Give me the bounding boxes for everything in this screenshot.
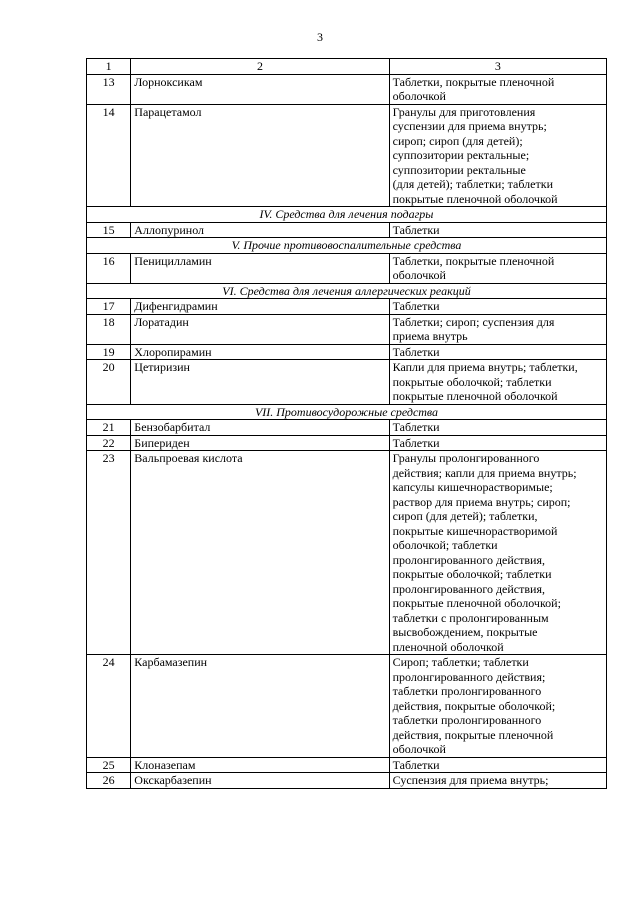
dosage-form-line: таблетки пролонгированного (392, 713, 542, 727)
drug-name: Окскарбазепин (131, 773, 389, 789)
dosage-form (389, 314, 606, 344)
section-title: VII. Противосудорожные средства (87, 404, 607, 420)
drug-name: Пеницилламин (131, 253, 389, 283)
dosage-form-line: действия, покрытые пленочной (392, 727, 554, 742)
page-number: 3 (317, 30, 323, 44)
dosage-form-line: Гранулы пролонгированного (392, 451, 540, 465)
dosage-form (389, 253, 606, 283)
dosage-form (389, 104, 606, 207)
dosage-form-line: Капли для приема внутрь; таблетки, (392, 360, 578, 374)
dosage-form-line: покрытые оболочкой; таблетки (392, 374, 552, 389)
dosage-form-line: оболочкой (392, 268, 446, 282)
row-number: 20 (87, 360, 131, 405)
dosage-form-line: Таблетки, покрытые пленочной (392, 74, 555, 89)
dosage-form-line: суппозитории ректальные; (392, 148, 530, 162)
table-row (87, 420, 607, 436)
row-number: 18 (87, 314, 131, 344)
dosage-form-line: сироп; сироп (для детей); (392, 133, 523, 148)
table-row (87, 655, 607, 758)
dosage-form-line: пленочной оболочкой (392, 639, 504, 654)
row-number: 22 (87, 435, 131, 451)
dosage-form-line: покрытые пленочной оболочкой; (392, 596, 561, 610)
table-row (87, 314, 607, 344)
table-row (87, 773, 607, 789)
drug-name: Карбамазепин (131, 655, 389, 758)
drug-name: Цетиризин (131, 360, 389, 405)
row-number: 16 (87, 253, 131, 283)
dosage-form-line: суспензии для приема внутрь; (392, 119, 547, 133)
dosage-form-line: оболочкой; таблетки (392, 538, 498, 552)
dosage-form-line: оболочкой (392, 742, 446, 756)
dosage-form-line: действия; капли для приема внутрь; (392, 465, 577, 480)
dosage-form-line: Таблетки (392, 757, 440, 772)
dosage-form-line: сироп (для детей); таблетки, (392, 509, 538, 523)
section-row (87, 238, 607, 254)
dosage-form-line: суппозитории ректальные (392, 162, 526, 177)
section-row (87, 283, 607, 299)
section-title: IV. Средства для лечения подагры (87, 207, 607, 223)
dosage-form (389, 222, 606, 238)
table-row (87, 222, 607, 238)
header-col-1: 1 (87, 59, 131, 75)
dosage-form (389, 773, 606, 789)
drug-name: Лорноксикам (131, 74, 389, 104)
row-number: 23 (87, 451, 131, 655)
row-number: 13 (87, 74, 131, 104)
drug-name: Хлоропирамин (131, 344, 389, 360)
dosage-form-line: таблетки с пролонгированным (392, 610, 549, 625)
dosage-form-line: Таблетки (392, 299, 440, 313)
drug-name: Вальпроевая кислота (131, 451, 389, 655)
dosage-form (389, 451, 606, 655)
dosage-form-line: таблетки пролонгированного (392, 684, 542, 698)
dosage-form-line: покрытые пленочной оболочкой (392, 191, 558, 206)
dosage-form-line: высвобождением, покрытые (392, 625, 538, 639)
dosage-form (389, 435, 606, 451)
dosage-form-line: капсулы кишечнорастворимые; (392, 480, 553, 494)
dosage-form-line: пролонгированного действия, (392, 581, 545, 596)
dosage-form-line: покрытые кишечнорастворимой (392, 523, 558, 538)
row-number: 15 (87, 222, 131, 238)
dosage-form (389, 299, 606, 315)
dosage-form-line: Таблетки (392, 435, 440, 450)
table-row (87, 104, 607, 207)
dosage-form-line: (для детей); таблетки; таблетки (392, 177, 553, 191)
drug-name: Лоратадин (131, 314, 389, 344)
table-header-row (87, 59, 607, 75)
row-number: 14 (87, 104, 131, 207)
drug-name: Бензобарбитал (131, 420, 389, 436)
table-row (87, 757, 607, 773)
dosage-form (389, 344, 606, 360)
drug-name: Клоназепам (131, 757, 389, 773)
row-number: 21 (87, 420, 131, 436)
dosage-form (389, 420, 606, 436)
header-col-2: 2 (131, 59, 389, 75)
dosage-form-line: Гранулы для приготовления (392, 104, 536, 119)
header-col-3: 3 (389, 59, 606, 75)
dosage-form (389, 655, 606, 758)
dosage-form (389, 74, 606, 104)
dosage-form-line: Таблетки; сироп; суспензия для (392, 314, 555, 329)
row-number: 19 (87, 344, 131, 360)
dosage-form-line: Таблетки (392, 420, 440, 434)
table-row (87, 344, 607, 360)
row-number: 24 (87, 655, 131, 758)
dosage-form-line: Суспензия для приема внутрь; (392, 773, 549, 787)
drug-name: Бипериден (131, 435, 389, 451)
table-row (87, 253, 607, 283)
table-row (87, 451, 607, 655)
drug-name: Аллопуринол (131, 222, 389, 238)
section-row (87, 207, 607, 223)
row-number: 26 (87, 773, 131, 789)
dosage-form-line: действия, покрытые оболочкой; (392, 698, 556, 713)
dosage-form-line: пролонгированного действия, (392, 552, 545, 567)
table-row (87, 74, 607, 104)
dosage-form-line: Таблетки (392, 222, 440, 237)
dosage-form-line: раствор для приема внутрь; сироп; (392, 494, 571, 509)
dosage-form-line: покрытые пленочной оболочкой (392, 389, 558, 403)
drug-table (86, 58, 607, 789)
table-row (87, 299, 607, 315)
dosage-form-line: Таблетки (392, 344, 440, 359)
section-title: V. Прочие противовоспалительные средства (87, 238, 607, 254)
drug-name: Дифенгидрамин (131, 299, 389, 315)
dosage-form-line: покрытые оболочкой; таблетки (392, 567, 552, 581)
row-number: 25 (87, 757, 131, 773)
row-number: 17 (87, 299, 131, 315)
dosage-form-line: приема внутрь (392, 329, 468, 343)
dosage-form-line: Таблетки, покрытые пленочной (392, 253, 555, 268)
drug-table-body (87, 59, 607, 789)
dosage-form (389, 360, 606, 405)
section-row (87, 404, 607, 420)
dosage-form-line: пролонгированного действия; (392, 669, 546, 684)
dosage-form-line: Сироп; таблетки; таблетки (392, 655, 529, 669)
dosage-form-line: оболочкой (392, 89, 446, 103)
drug-name: Парацетамол (131, 104, 389, 207)
section-title: VI. Средства для лечения аллергических реакций (87, 283, 607, 299)
table-row (87, 360, 607, 405)
table-row (87, 435, 607, 451)
dosage-form (389, 757, 606, 773)
